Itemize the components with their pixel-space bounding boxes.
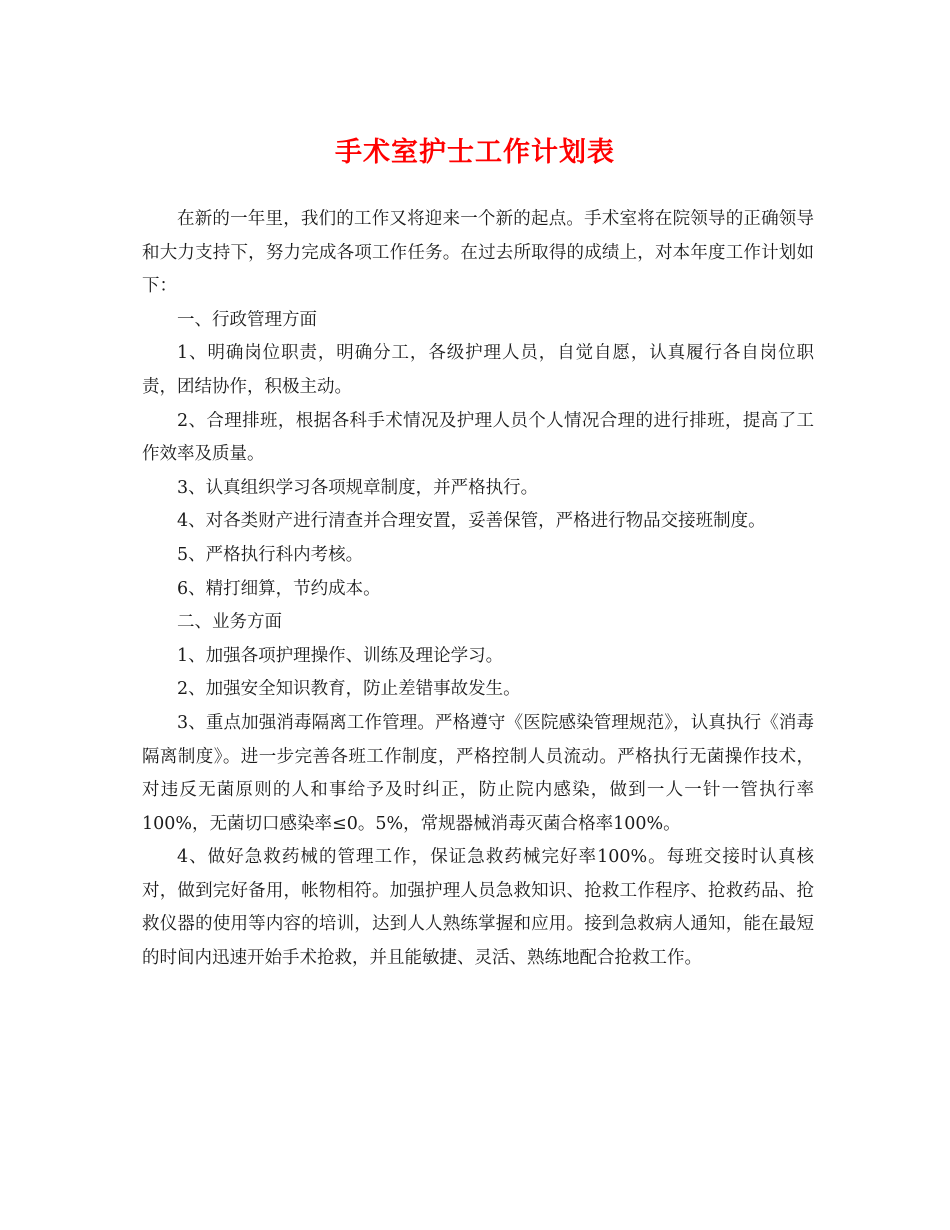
admin-item-3: 3、认真组织学习各项规章制度，并严格执行。 [177,477,539,498]
section-heading-business: 二、业务方面 [177,612,282,633]
business-item-2: 2、加强安全知识教育，防止差错事故发生。 [177,679,521,700]
business-item-1: 1、加强各项护理操作、训练及理论学习。 [177,645,504,666]
section-heading-administration: 一、行政管理方面 [177,309,317,330]
document-title: 手术室护士工作计划表 [335,137,615,168]
business-item-3: 3、重点加强消毒隔离工作管理。严格遵守《医院感染管理规范》，认真执行《消毒隔离制度》。进一步完善各班工作制度，严格控制人员流动。严格执行无菌操作技术，对违反无菌原则的人和事给予及时纠正，防止院内感染，做到一人一针一管执行率100%，无菌切口感染率≤0。5%，常规器械消毒灭菌合格率100%。 [142,712,814,834]
admin-item-5: 5、严格执行科内考核。 [177,544,364,565]
business-item-4: 4、做好急救药械的管理工作，保证急救药械完好率100%。每班交接时认真核对，做到完好备用，帐物相符。加强护理人员急救知识、抢救工作程序、抢救药品、抢救仪器的使用等内容的培训，达到人人熟练掌握和应用。接到急救病人通知，能在最短的时间内迅速开始手术抢救，并且能敏捷、灵活、熟练地配合抢救工作。 [142,847,814,969]
admin-item-1: 1、明确岗位职责，明确分工，各级护理人员，自觉自愿，认真履行各自岗位职责，团结协作，积极主动。 [142,343,814,397]
admin-item-6: 6、精打细算，节约成本。 [177,578,381,599]
document-body [142,203,814,976]
intro-paragraph: 在新的一年里，我们的工作又将迎来一个新的起点。手术室将在院领导的正确领导和大力支持下，努力完成各项工作任务。在过去所取得的成绩上，对本年度工作计划如下： [142,209,814,297]
admin-item-2: 2、合理排班，根据各科手术情况及护理人员个人情况合理的进行排班，提高了工作效率及质量。 [142,410,814,465]
admin-item-4: 4、对各类财产进行清查并合理安置，妥善保管，严格进行物品交接班制度。 [177,511,766,532]
